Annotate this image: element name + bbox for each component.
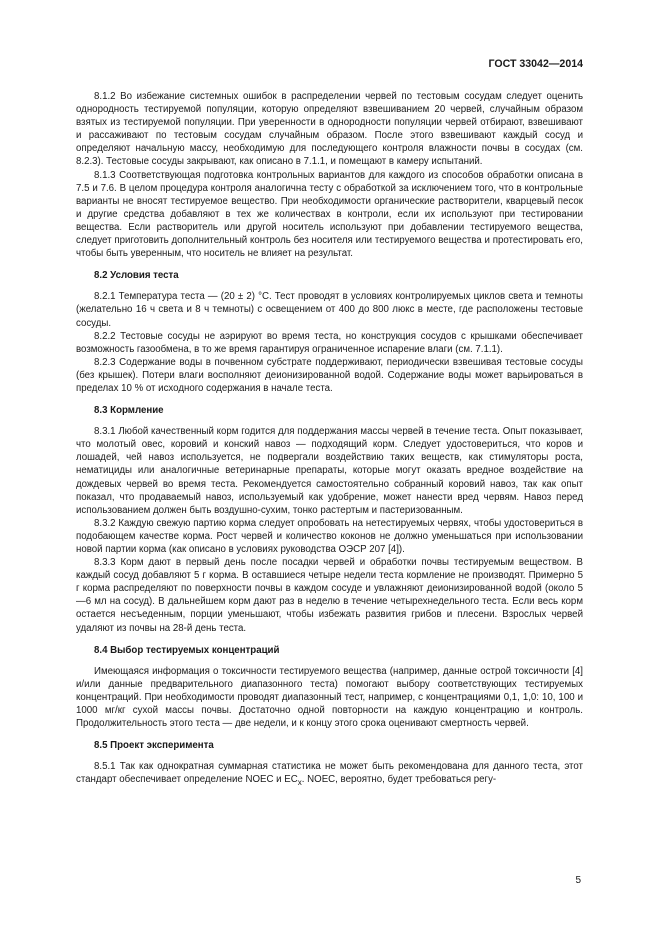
ec-subscript: x [297,778,302,788]
paragraph-8-1-2: 8.1.2 Во избежание системных ошибок в распределении червей по тестовым сосудам следует оценить однородность тестируемой популяции, которую определяют взвешиванием 20 червей, случайным образом взятых из тестируемой популяции. При уверенности в однородности популяции червей отбирают, взвешивают и рассаживают по тестовым сосудам случайным образом. После этого взвешивают каждый сосуд и определяют начальную массу, необходимую для последующего контроля влажности почвы в сосудах (см. 8.2.3). Тестовые сосуды закрывают, как описано в 7.1.1, и помещают в камеру испытаний. [76,91,583,168]
paragraph-8-2-2: 8.2.2 Тестовые сосуды не аэрируют во время теста, но конструкция сосудов с крышками обеспечивает возможность газообмена, в то же время гарантируя ограниченное испарение влаги (см. 7.1.1). [76,330,583,355]
paragraph-8-3-2: 8.3.2 Каждую свежую партию корма следует опробовать на нетестируемых червях, чтобы удостовериться в подобающем качестве корма. Рост червей и количество коконов не должно уменьшаться при использовании новой партии корма (как описано в условиях руководства ОЭСР 207 [4]). [76,517,583,555]
paragraph-8-5-1-text-start: 8.5.1 Так как однократная суммарная статистика не может быть рекомендована для данного теста, этот стандарт обеспечивает определение NOEC и EC [76,761,583,786]
section-heading-8-3: 8.3 Кормление [94,405,164,417]
paragraph-8-4: Имеющаяся информация о токсичности тестируемого вещества (например, данные острой токсичности [4] и/или данные предварительного диапазонного теста) помогают выбору соответствующих тестируемых концентраций. При необходимости проводят диапазонный тест, например, с концентрациями 0,1, 1,0: 10, 100 и 1000 мг/кг сухой массы почвы. Достаточно одной повторности на каждую концентрацию и контроль. Продолжительность этого теста — две недели, и к концу этого срока оценивают смертность червей. [76,665,583,730]
paragraph-8-3-3: 8.3.3 Корм дают в первый день после посадки червей и обработки почвы тестируемым веществом. В каждый сосуд добавляют 5 г корма. В оставшиеся четыре недели теста кормление не производят. Примерно 5 г корма распределяют по поверхности почвы в каждом сосуде и увлажняют деионизированной водой (около 5—6 мл на сосуд). В дальнейшем корм дают раз в неделю в течение четырехнедельного теста. Если весь корм остается несъеденным, порции уменьшают, чтобы избежать развития грибов и плесени. Взрослых червей удаляют из почвы на 28-й день теста. [76,557,583,634]
document-code-header: ГОСТ 33042—2014 [488,58,583,70]
section-heading-8-4: 8.4 Выбор тестируемых концентраций [94,644,280,656]
paragraph-8-2-3: 8.2.3 Содержание воды в почвенном субстрате поддерживают, периодически взвешивая тестовые сосуды (без крышек). Потери влаги восполняют деионизированной водой. Содержание воды может варьироваться в пределах 10 % от исходного содержания в начале теста. [76,356,583,394]
paragraph-8-2-1: 8.2.1 Температура теста — (20 ± 2) °С. Тест проводят в условиях контролируемых циклов света и темноты (желательно 16 ч света и 8 ч темноты) с освещением от 400 до 800 люкс в месте, где расположены тестовые сосуды. [76,291,583,329]
section-heading-8-2: 8.2 Условия теста [94,270,179,282]
page-number: 5 [575,875,581,886]
paragraph-8-5-1 [76,760,583,789]
section-heading-8-5: 8.5 Проект эксперимента [94,740,214,752]
paragraph-8-5-1-text-end: . NOEC, вероятно, будет требоваться регу- [301,774,497,786]
paragraph-8-1-3: 8.1.3 Соответствующая подготовка контрольных вариантов для каждого из способов обработки описана в 7.5 и 7.6. В целом процедура контроля аналогична тесту с обработкой за исключением того, что в контрольные варианты не вносят тестируемое вещество. При необходимости органические растворители, кварцевый песок и другие средства добавляют в тех же количествах в контроли, если их используют при тестировании вещества. Если растворитель или другой носитель используют при добавлении тестируемого вещества, следует приготовить дополнительный контроль без носителя или тестируемого вещества и протестировать его, чтобы быть уверенным, что носитель не влияет на результат. [76,169,583,260]
document-body [76,90,583,789]
paragraph-8-3-1: 8.3.1 Любой качественный корм годится для поддержания массы червей в течение теста. Опыт показывает, что молотый овес, коровий и конский навоз — подходящий корм. Следует удостовериться, что коров и лошадей, чей навоз используется, не подвергали воздействию таких веществ, как стимуляторы роста, нематициды или аналогичные ветеринарные препараты, которые могут оказать вредное воздействие на дождевых червей во время теста. Рекомендуется самостоятельно собранный коровий навоз, так как опыт показал, что продаваемый навоз, используемый как удобрение, может нанести вред червям. Навоз перед использованием должен быть воздушно-сухим, тонко растертым и пастеризованным. [76,426,583,516]
